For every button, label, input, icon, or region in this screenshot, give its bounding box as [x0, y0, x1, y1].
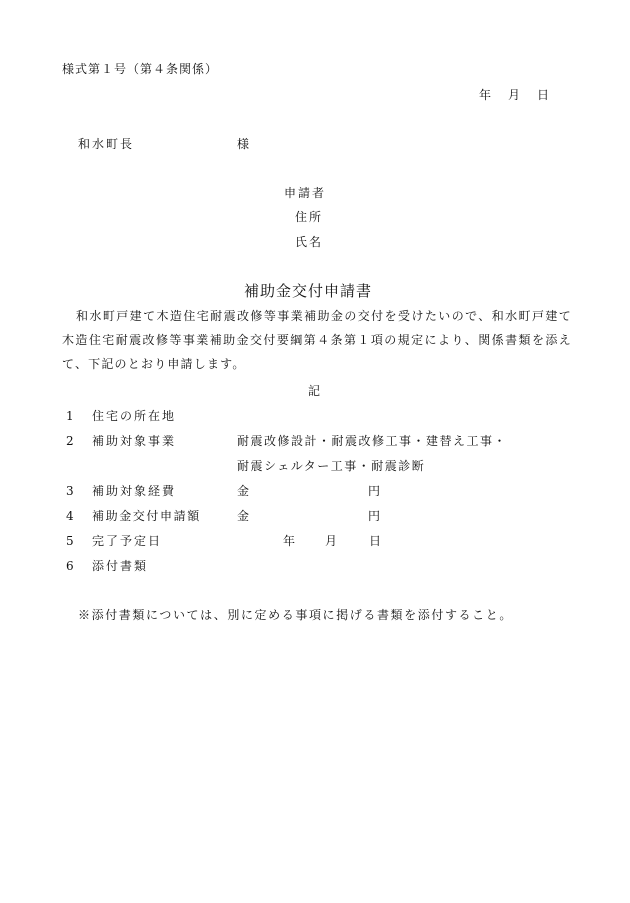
item-label: 添付書類 — [92, 559, 149, 573]
item-value: 耐震改修設計・耐震改修工事・建替え工事・ — [237, 434, 508, 448]
item-number: 2 — [66, 434, 76, 448]
applicant-name-label: 氏名 — [295, 235, 324, 249]
item-label: 住宅の所在地 — [92, 409, 177, 423]
item-label: 補助金交付申請額 — [92, 509, 201, 523]
applicant-address-label: 住所 — [295, 210, 324, 224]
item-label: 補助対象事業 — [92, 434, 177, 448]
item-number: 3 — [66, 484, 76, 498]
document-title: 補助金交付申請書 — [244, 282, 373, 300]
footnote: ※添付書類については、別に定める事項に掲げる書類を添付すること。 — [78, 608, 513, 622]
item-label: 補助対象経費 — [92, 484, 177, 498]
item-number: 6 — [66, 559, 76, 573]
date-day: 日 — [537, 88, 552, 102]
item-number: 1 — [66, 409, 76, 423]
item-value-continued: 耐震シェルター工事・耐震診断 — [237, 459, 426, 473]
addressee-name: 和水町長 — [78, 137, 135, 151]
amount-prefix: 金 — [237, 484, 252, 498]
ki-label: 記 — [308, 384, 323, 398]
completion-month: 月 — [325, 534, 340, 548]
amount-prefix: 金 — [237, 509, 252, 523]
date-year: 年 — [479, 88, 494, 102]
item-number: 5 — [66, 534, 76, 548]
amount-unit: 円 — [368, 484, 383, 498]
item-number: 4 — [66, 509, 76, 523]
completion-day: 日 — [369, 534, 384, 548]
item-label: 完了予定日 — [92, 534, 163, 548]
addressee-honorific: 様 — [237, 137, 252, 151]
completion-year: 年 — [283, 534, 298, 548]
date-month: 月 — [508, 88, 523, 102]
amount-unit: 円 — [368, 509, 383, 523]
form-id: 様式第１号（第４条関係） — [62, 62, 219, 76]
applicant-label: 申請者 — [284, 186, 327, 200]
body-paragraph: 和水町戸建て木造住宅耐震改修等事業補助金の交付を受けたいので、和水町戸建て木造住宅耐震改修等事業補助金交付要綱第４条第１項の規定により、関係書類を添えて、下記のとおり申請します。 — [62, 309, 572, 371]
